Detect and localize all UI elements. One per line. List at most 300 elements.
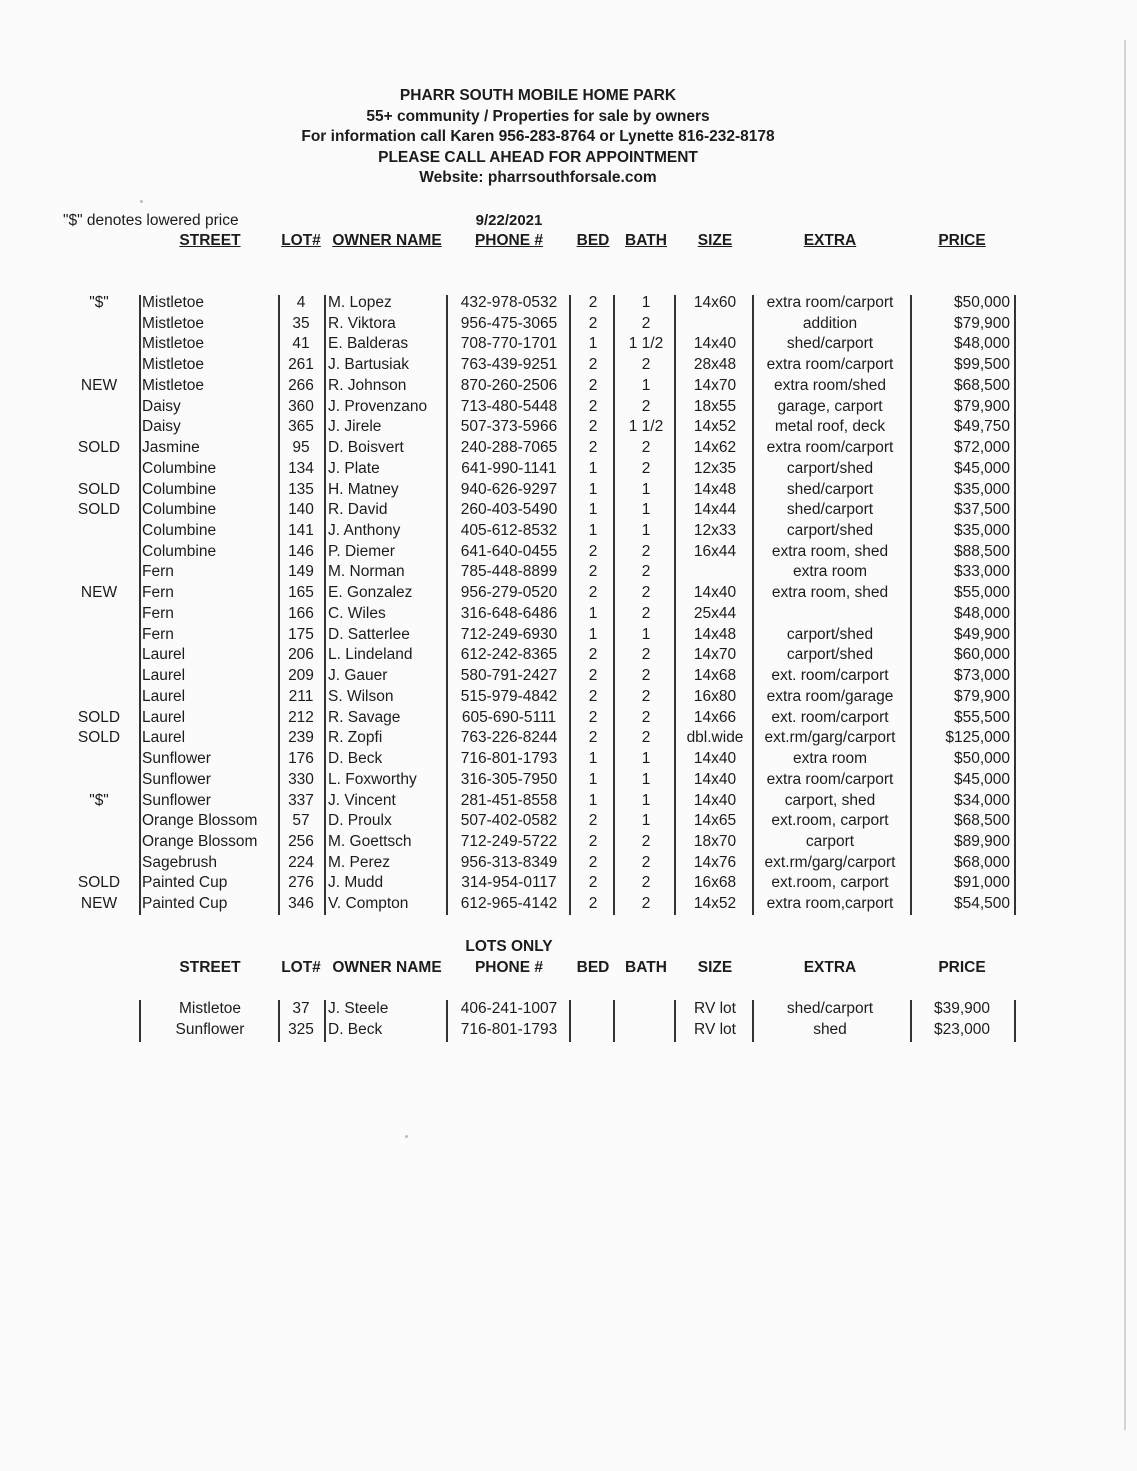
cell-bath: 2 (641, 314, 651, 332)
cell-extra: extra room (792, 563, 868, 581)
cell-street: Painted Cup (142, 874, 228, 892)
col-header-street: STREET (179, 232, 241, 249)
scan-speck (405, 1135, 408, 1138)
cell-size: 14x48 (693, 480, 737, 498)
cell-price: $49,900 (953, 625, 1010, 643)
cell-street: Laurel (142, 687, 186, 705)
cell-status: SOLD (77, 874, 121, 892)
cell-status: SOLD (77, 729, 121, 747)
lots-col-header-price: PRICE (938, 959, 986, 976)
cell-extra: extra room, shed (771, 542, 889, 560)
cell-size: 12x35 (693, 459, 737, 477)
cell-phone: 641-640-0455 (460, 542, 558, 560)
cell-bed: 1 (588, 522, 598, 540)
cell-owner: P. Diemer (328, 542, 395, 560)
cell-phone: 605-690-5111 (461, 708, 557, 726)
cell-street: Mistletoe (142, 376, 205, 394)
cell-price: $48,000 (953, 335, 1010, 353)
cell-extra: extra room/carport (766, 294, 894, 311)
lots-header-row (0, 958, 1137, 979)
cell-status: SOLD (77, 501, 121, 519)
cell-phone: 713-480-5448 (460, 397, 558, 415)
cell-owner: J. Vincent (328, 791, 396, 809)
cell-street: Mistletoe (142, 314, 205, 332)
cell-price: $89,900 (953, 832, 1010, 850)
column-divider (910, 295, 912, 915)
col-header-owner: OWNER NAME (332, 232, 442, 249)
cell-lot: 211 (288, 687, 314, 705)
cell-lot: 41 (292, 335, 310, 353)
cell-price: $33,000 (953, 563, 1010, 581)
column-divider (139, 1000, 141, 1042)
lots-col-header-size: SIZE (697, 959, 733, 976)
cell-lot: 146 (288, 542, 314, 560)
cell-extra: shed/carport (786, 480, 874, 498)
cell-size: 14x66 (693, 708, 737, 726)
cell-street: Laurel (142, 729, 186, 747)
cell-bath: 2 (641, 667, 651, 685)
cell-price: $79,900 (953, 397, 1010, 415)
cell-extra: carport/shed (786, 522, 874, 540)
cell-owner: R. Zopfi (328, 729, 383, 747)
cell-bed: 2 (588, 418, 598, 436)
column-divider (569, 295, 571, 915)
cell-owner: H. Matney (328, 480, 399, 498)
cell-owner: E. Balderas (328, 335, 409, 353)
lots-col-header-extra: EXTRA (803, 959, 857, 976)
cell-bath: 1 1/2 (628, 418, 664, 436)
cell-bed: 2 (588, 812, 598, 830)
cell-extra: addition (802, 314, 858, 332)
cell-owner: M. Goettsch (328, 832, 412, 850)
cell-size: 16x80 (693, 687, 737, 705)
cell-price: $23,000 (933, 1020, 991, 1038)
col-header-lot: LOT# (281, 232, 321, 249)
cell-price: $99,500 (953, 356, 1010, 374)
cell-size: 14x44 (693, 501, 737, 519)
cell-size: 28x48 (693, 356, 737, 374)
cell-bed: 2 (588, 584, 598, 602)
cell-bath: 2 (641, 542, 651, 560)
cell-street: Columbine (142, 542, 217, 560)
cell-street: Sunflower (142, 750, 211, 768)
cell-owner: D. Satterlee (328, 625, 410, 643)
cell-extra: garage, carport (777, 397, 883, 415)
cell-owner: J. Jirele (328, 418, 382, 436)
cell-status: NEW (80, 895, 118, 913)
cell-street: Daisy (142, 418, 181, 436)
cell-extra: shed/carport (786, 501, 874, 519)
lots-col-header-bed: BED (576, 959, 610, 976)
column-divider (324, 1000, 326, 1042)
cell-phone: 716-801-1793 (460, 750, 558, 768)
cell-bed: 2 (588, 376, 598, 394)
cell-price: $68,500 (953, 812, 1010, 830)
column-divider (569, 1000, 571, 1042)
cell-price: $72,000 (953, 439, 1010, 457)
cell-size: RV lot (694, 1020, 736, 1038)
cell-price: $55,500 (953, 708, 1010, 726)
cell-lot: 337 (288, 791, 314, 809)
cell-extra: carport, shed (784, 791, 876, 809)
cell-owner: J. Mudd (328, 874, 384, 892)
cell-bath: 1 (641, 812, 651, 830)
cell-extra: extra room, shed (771, 584, 889, 602)
cell-size: 14x48 (693, 625, 737, 643)
cell-size: 25x44 (693, 604, 737, 622)
cell-price: $54,500 (953, 895, 1010, 913)
cell-size: dbl.wide (686, 729, 744, 747)
cell-owner: J. Steele (328, 1000, 389, 1017)
cell-bath: 2 (641, 729, 651, 747)
cell-bed: 2 (588, 397, 598, 415)
cell-price: $49,750 (953, 418, 1010, 436)
cell-phone: 515-979-4842 (460, 687, 558, 705)
cell-street: Sunflower (175, 1020, 245, 1038)
cell-lot: 176 (288, 750, 314, 768)
cell-street: Laurel (142, 667, 186, 685)
cell-status: "$" (89, 294, 109, 311)
cell-bath: 2 (641, 853, 651, 871)
cell-bath: 2 (641, 687, 651, 705)
lots-col-header-street: STREET (179, 959, 241, 976)
cell-bath: 2 (641, 646, 651, 664)
cell-extra: extra room,carport (766, 895, 894, 913)
cell-lot: 141 (288, 522, 314, 540)
cell-lot: 266 (288, 376, 314, 394)
cell-street: Columbine (142, 459, 217, 477)
cell-owner: D. Beck (328, 750, 383, 768)
scan-edge-mark (1124, 40, 1126, 1430)
cell-phone: 580-791-2427 (460, 667, 558, 685)
cell-lot: 346 (288, 895, 314, 913)
cell-price: $34,000 (953, 791, 1010, 809)
cell-bath: 1 (641, 480, 651, 498)
cell-street: Mistletoe (142, 335, 205, 353)
cell-price: $125,000 (945, 729, 1010, 747)
cell-owner: M. Norman (328, 563, 405, 581)
cell-extra: metal roof, deck (774, 418, 886, 436)
cell-bed: 1 (588, 604, 598, 622)
cell-bed: 2 (588, 356, 598, 374)
cell-street: Columbine (142, 480, 217, 498)
cell-size: 12x33 (693, 522, 737, 540)
cell-street: Daisy (142, 397, 181, 415)
cell-extra: carport/shed (786, 459, 874, 477)
cell-extra: carport/shed (786, 625, 874, 643)
cell-street: Columbine (142, 522, 217, 540)
cell-bath: 1 (641, 770, 651, 788)
cell-price: $39,900 (933, 1000, 991, 1017)
cell-street: Fern (142, 584, 174, 602)
cell-extra: carport (805, 832, 855, 850)
park-title: PHARR SOUTH MOBILE HOME PARK (399, 87, 677, 104)
homes-header-row (0, 231, 1137, 252)
cell-owner: R. David (328, 501, 388, 519)
lots-col-header-owner: OWNER NAME (332, 959, 442, 976)
cell-price: $73,000 (953, 667, 1010, 685)
cell-phone: 405-612-8532 (460, 522, 558, 540)
cell-extra: ext.room, carport (771, 812, 889, 830)
cell-bath: 2 (641, 439, 651, 457)
cell-bed: 2 (588, 667, 598, 685)
cell-owner: J. Gauer (328, 667, 388, 685)
cell-size: 14x40 (693, 770, 737, 788)
cell-extra: extra room/shed (774, 376, 886, 394)
cell-bed: 1 (588, 335, 598, 353)
cell-bath: 1 (641, 791, 651, 809)
cell-extra: carport/shed (786, 646, 874, 664)
cell-lot: 256 (288, 832, 314, 850)
cell-street: Sunflower (142, 770, 211, 788)
cell-owner: D. Proulx (328, 812, 392, 830)
col-header-size: SIZE (697, 232, 733, 249)
contact-info: For information call Karen 956-283-8764 or Lynette 816-232-8178 (301, 128, 775, 145)
cell-size: 16x44 (693, 542, 737, 560)
cell-lot: 224 (288, 853, 314, 871)
col-header-bed: BED (576, 232, 610, 249)
cell-phone: 612-242-8365 (460, 646, 558, 664)
cell-phone: 507-402-0582 (460, 812, 558, 830)
cell-size: 14x40 (693, 750, 737, 768)
cell-bed: 2 (588, 832, 598, 850)
cell-street: Orange Blossom (142, 832, 258, 850)
cell-price: $35,000 (953, 522, 1010, 540)
cell-lot: 239 (288, 729, 314, 747)
cell-size: 14x68 (693, 667, 737, 685)
cell-owner: R. Savage (328, 708, 401, 726)
cell-size: 14x62 (693, 439, 737, 457)
column-divider (674, 295, 676, 915)
cell-phone: 940-626-9297 (460, 480, 558, 498)
cell-phone: 316-305-7950 (460, 770, 558, 788)
cell-owner: L. Lindeland (328, 646, 413, 664)
cell-status: "$" (89, 791, 109, 809)
column-divider (446, 295, 448, 915)
cell-phone: 281-451-8558 (460, 791, 558, 809)
cell-lot: 149 (288, 563, 314, 581)
cell-owner: S. Wilson (328, 687, 394, 705)
column-divider (324, 295, 326, 915)
cell-phone: 763-439-9251 (460, 356, 558, 374)
cell-phone: 406-241-1007 (460, 1000, 558, 1017)
lots-only-heading: LOTS ONLY (465, 938, 553, 955)
cell-phone: 260-403-5490 (460, 501, 558, 519)
cell-extra: ext.rm/garg/carport (764, 853, 896, 871)
cell-bath: 1 (641, 750, 651, 768)
cell-price: $68,500 (953, 376, 1010, 394)
cell-street: Orange Blossom (142, 812, 258, 830)
cell-owner: J. Bartusiak (328, 356, 409, 374)
column-divider (674, 1000, 676, 1042)
cell-bed: 2 (588, 708, 598, 726)
cell-price: $50,000 (953, 750, 1010, 768)
lots-col-header-lot: LOT# (281, 959, 321, 976)
appointment-note: PLEASE CALL AHEAD FOR APPOINTMENT (378, 148, 698, 166)
cell-phone: 956-313-8349 (460, 853, 558, 871)
col-header-bath: BATH (625, 232, 667, 249)
cell-street: Painted Cup (142, 895, 228, 913)
cell-price: $48,000 (953, 604, 1010, 622)
cell-owner: R. Viktora (328, 314, 396, 332)
cell-owner: L. Foxworthy (328, 770, 417, 788)
column-divider (278, 1000, 280, 1042)
cell-bath: 2 (641, 356, 651, 374)
cell-street: Sagebrush (142, 853, 217, 871)
cell-owner: D. Boisvert (328, 439, 404, 457)
cell-lot: 140 (288, 501, 314, 519)
cell-lot: 261 (288, 356, 314, 374)
cell-lot: 57 (292, 812, 310, 830)
cell-street: Fern (142, 563, 174, 581)
cell-extra: shed (813, 1020, 847, 1038)
cell-street: Sunflower (142, 791, 211, 809)
cell-lot: 35 (292, 314, 310, 332)
cell-phone: 870-260-2506 (460, 376, 558, 394)
cell-lot: 165 (288, 584, 314, 602)
cell-bath: 1 (641, 501, 651, 519)
cell-extra: shed/carport (786, 335, 874, 353)
cell-owner: M. Perez (328, 853, 391, 871)
cell-phone: 612-965-4142 (460, 895, 558, 913)
column-divider (613, 1000, 615, 1042)
cell-bath: 2 (641, 397, 651, 415)
column-divider (1014, 295, 1016, 915)
community-subtitle: 55+ community / Properties for sale by owners (366, 107, 710, 125)
cell-price: $45,000 (953, 770, 1010, 788)
cell-extra: shed/carport (786, 1000, 874, 1017)
cell-bed: 2 (588, 687, 598, 705)
cell-bed: 2 (588, 729, 598, 747)
cell-street: Mistletoe (178, 1000, 242, 1017)
cell-extra: ext.room, carport (771, 874, 889, 892)
cell-owner: J. Provenzano (328, 397, 428, 415)
cell-lot: 325 (288, 1020, 314, 1038)
cell-price: $88,500 (953, 542, 1010, 560)
column-divider (910, 1000, 912, 1042)
cell-bed: 1 (588, 750, 598, 768)
column-divider (446, 1000, 448, 1042)
cell-lot: 37 (292, 1000, 310, 1017)
website-line: Website: pharrsouthforsale.com (419, 169, 657, 186)
cell-lot: 330 (288, 770, 314, 788)
column-divider (139, 295, 141, 915)
column-divider (752, 295, 754, 915)
cell-size: 14x65 (693, 812, 737, 830)
cell-extra: ext. room/carport (771, 667, 889, 685)
cell-size: 14x76 (693, 853, 737, 871)
cell-status: SOLD (77, 708, 121, 726)
cell-lot: 209 (288, 667, 314, 685)
cell-phone: 956-279-0520 (460, 584, 558, 602)
cell-price: $35,000 (953, 480, 1010, 498)
cell-bath: 2 (641, 708, 651, 726)
cell-phone: 316-648-6486 (460, 604, 558, 622)
cell-bath: 2 (641, 604, 651, 622)
cell-bed: 1 (588, 459, 598, 477)
column-divider (613, 295, 615, 915)
cell-street: Jasmine (142, 439, 200, 457)
cell-bed: 2 (588, 646, 598, 664)
cell-size: 14x70 (693, 646, 737, 664)
cell-size: 14x40 (693, 584, 737, 602)
cell-bath: 2 (641, 874, 651, 892)
cell-lot: 135 (288, 480, 314, 498)
cell-owner: C. Wiles (328, 604, 386, 622)
col-header-price: PRICE (938, 232, 986, 249)
cell-owner: J. Anthony (328, 522, 401, 540)
cell-lot: 212 (288, 708, 314, 726)
cell-bed: 1 (588, 791, 598, 809)
cell-size: RV lot (694, 1000, 736, 1017)
cell-size: 16x68 (693, 874, 737, 892)
document-header (0, 86, 1076, 189)
cell-extra: extra room/carport (766, 356, 894, 374)
cell-phone: 785-448-8899 (460, 563, 558, 581)
col-header-phone: PHONE # (474, 232, 544, 249)
cell-size: 14x70 (693, 376, 737, 394)
cell-size: 14x40 (693, 791, 737, 809)
lots-col-header-bath: BATH (625, 959, 667, 976)
cell-lot: 166 (288, 604, 314, 622)
cell-owner: M. Lopez (328, 294, 392, 311)
cell-phone: 712-249-5722 (460, 832, 558, 850)
cell-extra: extra room/carport (766, 770, 894, 788)
cell-owner: D. Beck (328, 1020, 383, 1038)
cell-bath: 1 (641, 376, 651, 394)
cell-bath: 2 (641, 584, 651, 602)
cell-lot: 95 (292, 439, 310, 457)
cell-bath: 1 (641, 294, 651, 311)
cell-size: 14x40 (693, 335, 737, 353)
cell-extra: extra room (792, 750, 868, 768)
cell-phone: 956-475-3065 (460, 314, 558, 332)
cell-lot: 175 (288, 625, 314, 643)
price-legend-note: "$" denotes lowered price (63, 212, 239, 229)
cell-street: Laurel (142, 708, 186, 726)
cell-bed: 1 (588, 480, 598, 498)
cell-lot: 360 (288, 397, 314, 415)
cell-size: 18x55 (693, 397, 737, 415)
cell-size: 14x52 (693, 895, 737, 913)
cell-street: Fern (142, 604, 174, 622)
scan-speck (140, 200, 143, 203)
cell-bed: 2 (588, 874, 598, 892)
lots-col-header-phone: PHONE # (474, 959, 544, 976)
cell-phone: 763-226-8244 (460, 729, 558, 747)
cell-street: Mistletoe (142, 356, 205, 374)
cell-price: $79,900 (953, 314, 1010, 332)
cell-bed: 2 (588, 294, 598, 311)
cell-size: 14x52 (693, 418, 737, 436)
cell-phone: 708-770-1701 (460, 335, 558, 353)
cell-price: $45,000 (953, 459, 1010, 477)
cell-phone: 314-954-0117 (461, 874, 557, 892)
column-divider (752, 1000, 754, 1042)
cell-bed: 2 (588, 895, 598, 913)
cell-bath: 1 (641, 522, 651, 540)
cell-street: Fern (142, 625, 174, 643)
cell-bed: 2 (588, 853, 598, 871)
cell-bed: 1 (588, 501, 598, 519)
cell-street: Mistletoe (142, 294, 205, 311)
cell-status: SOLD (77, 480, 121, 498)
cell-price: $68,000 (953, 853, 1010, 871)
cell-price: $60,000 (953, 646, 1010, 664)
cell-lot: 4 (296, 294, 306, 311)
cell-owner: J. Plate (328, 459, 380, 477)
cell-phone: 716-801-1793 (460, 1020, 558, 1038)
